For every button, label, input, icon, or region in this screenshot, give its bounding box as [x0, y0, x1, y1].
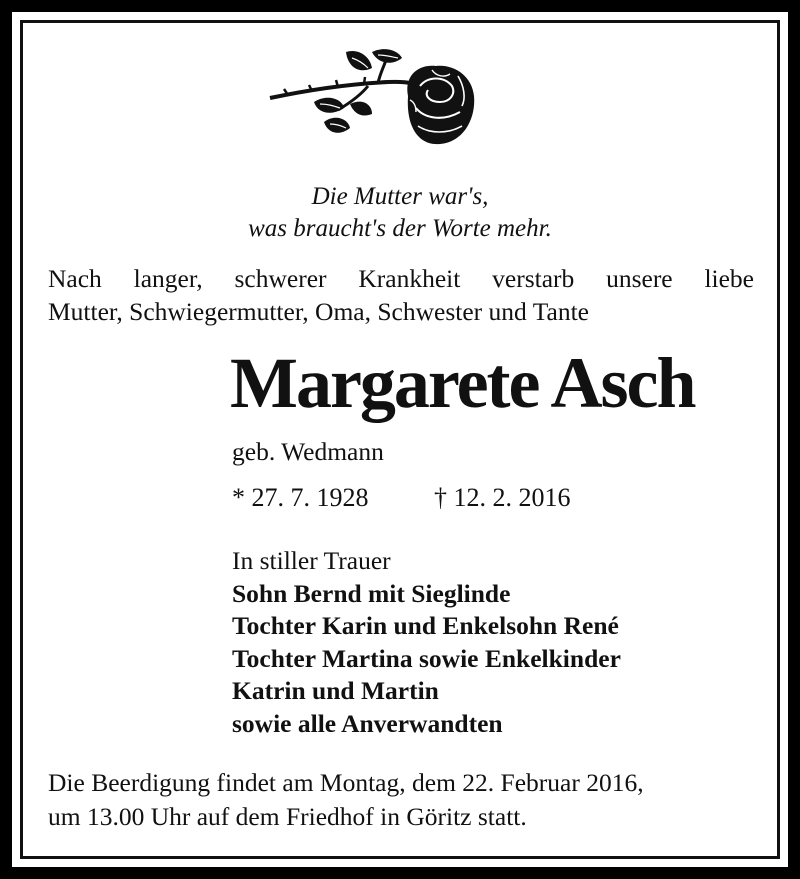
- maiden-name: geb. Wedmann: [232, 437, 384, 466]
- mourner-line: Tochter Karin und Enkelsohn René: [232, 611, 619, 640]
- mourner-line: Tochter Martina sowie Enkelkinder: [232, 643, 621, 673]
- funeral-line-1: Die Beerdigung findet am Montag, dem 22. Februar 2016,: [48, 768, 644, 797]
- funeral-line-2: um 13.00 Uhr auf dem Friedhof in Göritz statt.: [48, 802, 527, 831]
- intro-text: [48, 262, 754, 328]
- life-dates: [232, 483, 571, 513]
- quote-line-1: Die Mutter war's,: [311, 183, 489, 210]
- mourners-heading: In stiller Trauer: [232, 546, 391, 575]
- mourner-line: Sohn Bernd mit Sieglinde: [232, 578, 511, 608]
- intro-line-2: Mutter, Schwiegermutter, Oma, Schwester und Tante: [48, 297, 589, 326]
- quote-line-2: was braucht's der Worte mehr.: [248, 215, 552, 242]
- funeral-notice: [48, 766, 768, 834]
- mourner-line: Katrin und Martin: [232, 676, 439, 705]
- birth-date: * 27. 7. 1928: [232, 483, 369, 512]
- intro-line-1: Nach langer, schwerer Krankheit verstarb unsere liebe: [48, 264, 754, 293]
- mourner-line: sowie alle Anverwandten: [232, 708, 503, 738]
- death-date: † 12. 2. 2016: [434, 483, 571, 512]
- mourners-block: [232, 545, 621, 740]
- deceased-name: Margarete Asch: [230, 343, 695, 423]
- rose-icon: [268, 46, 480, 150]
